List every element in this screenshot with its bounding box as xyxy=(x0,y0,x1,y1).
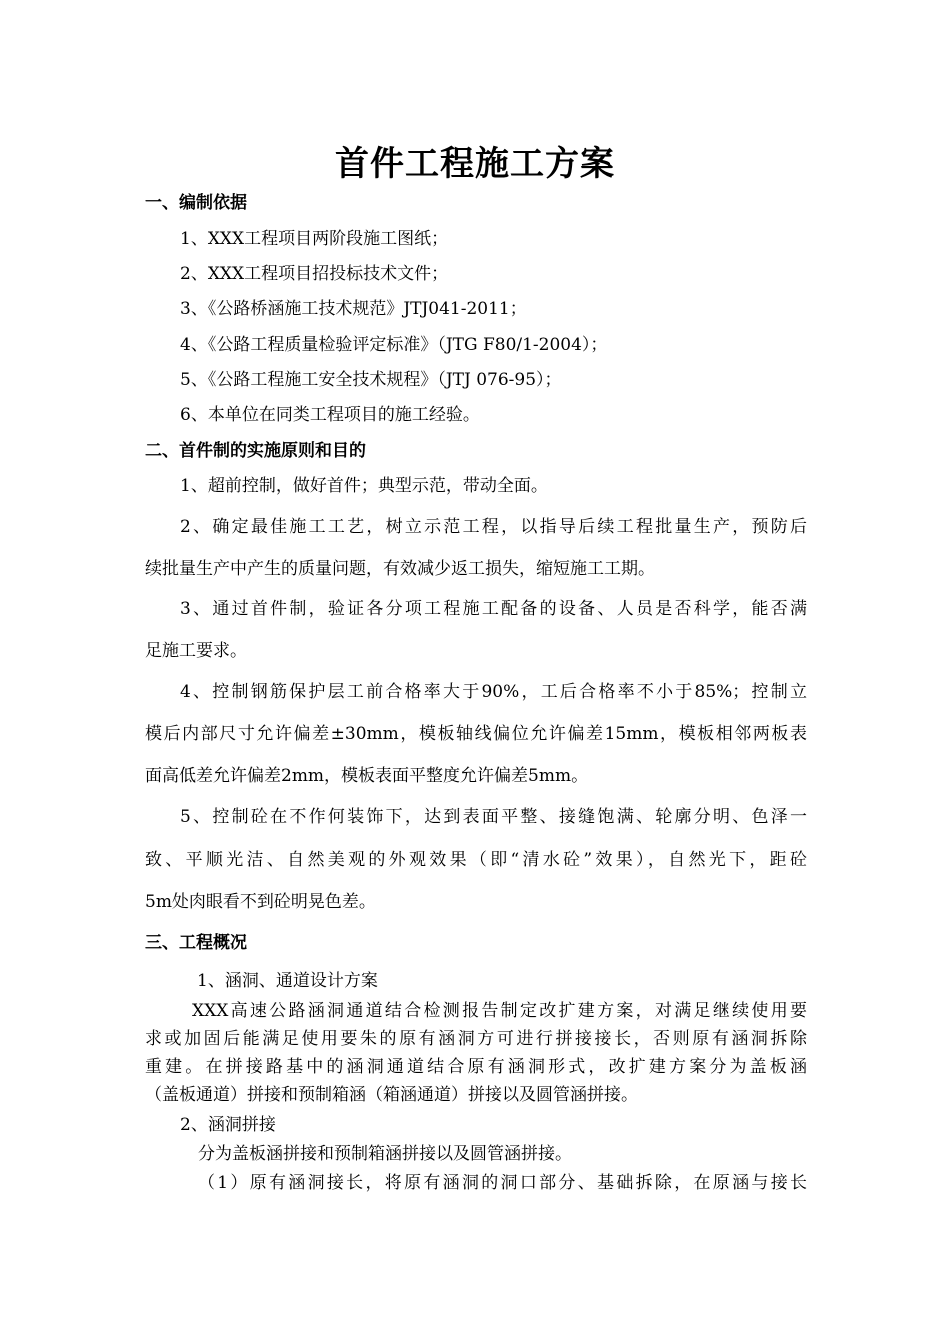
overview-sub-2: 2、涵洞拼接 xyxy=(180,1115,276,1135)
basis-item-4: 4、《公路工程质量检验评定标准》（JTG F80/1-2004）； xyxy=(180,335,608,355)
principle-5-line-2: 致、平顺光洁、自然美观的外观效果（即“清水砼”效果），自然光下，距砼 xyxy=(145,850,807,870)
overview-para-1-line-4: （盖板通道）拼接和预制箱涵（箱涵通道）拼接以及圆管涵拼接。 xyxy=(145,1085,638,1105)
basis-item-6: 6、本单位在同类工程项目的施工经验。 xyxy=(180,405,480,425)
overview-para-3: （1）原有涵洞接长，将原有涵洞的洞口部分、基础拆除，在原涵与接长 xyxy=(198,1173,807,1193)
overview-para-1-line-2: 求或加固后能满足使用要朱的原有涵洞方可进行拼接接长，否则原有涵洞拆除 xyxy=(145,1029,807,1049)
section-heading-overview: 三、工程概况 xyxy=(145,933,247,953)
overview-para-1-line-3: 重建。在拼接路基中的涵洞通道结合原有涵洞形式，改扩建方案分为盖板涵 xyxy=(145,1057,807,1077)
principle-4-line-2: 模后内部尺寸允许偏差±30mm，模板轴线偏位允许偏差15mm，模板相邻两板表 xyxy=(145,724,807,744)
basis-item-2: 2、XXX工程项目招投标技术文件； xyxy=(180,264,449,284)
principle-5-line-1: 5、控制砼在不作何装饰下，达到表面平整、接缝饱满、轮廓分明、色泽一 xyxy=(180,807,807,827)
principle-2-line-2: 续批量生产中产生的质量问题，有效减少返工损失，缩短施工工期。 xyxy=(145,559,655,579)
principle-5-line-3: 5m处肉眼看不到砼明晃色差。 xyxy=(145,892,376,912)
principle-3-line-2: 足施工要求。 xyxy=(145,641,247,661)
principle-3-line-1: 3、通过首件制，验证各分项工程施工配备的设备、人员是否科学，能否满 xyxy=(180,599,807,619)
document-title: 首件工程施工方案 xyxy=(335,144,615,184)
principle-4-line-3: 面高低差允许偏差2mm，模板表面平整度允许偏差5mm。 xyxy=(145,766,589,786)
principle-2-line-1: 2、确定最佳施工工艺，树立示范工程，以指导后续工程批量生产，预防后 xyxy=(180,517,807,537)
overview-sub-1: 1、涵洞、通道设计方案 xyxy=(197,971,378,991)
overview-para-1-line-1: XXX高速公路涵洞通道结合检测报告制定改扩建方案，对满足继续使用要 xyxy=(192,1001,807,1021)
overview-para-2: 分为盖板涵拼接和预制箱涵拼接以及圆管涵拼接。 xyxy=(198,1144,572,1164)
basis-item-5: 5、《公路工程施工安全技术规程》（JTJ 076-95）； xyxy=(180,370,562,390)
section-heading-principles: 二、首件制的实施原则和目的 xyxy=(145,441,366,461)
basis-item-3: 3、《公路桥涵施工技术规范》JTJ041-2011； xyxy=(180,299,527,319)
principle-4-line-1: 4、控制钢筋保护层工前合格率大于90%，工后合格率不小于85%；控制立 xyxy=(180,682,807,702)
principle-1: 1、超前控制，做好首件；典型示范，带动全面。 xyxy=(180,476,548,496)
section-heading-basis: 一、编制依据 xyxy=(145,193,247,213)
basis-item-1: 1、XXX工程项目两阶段施工图纸； xyxy=(180,229,449,249)
